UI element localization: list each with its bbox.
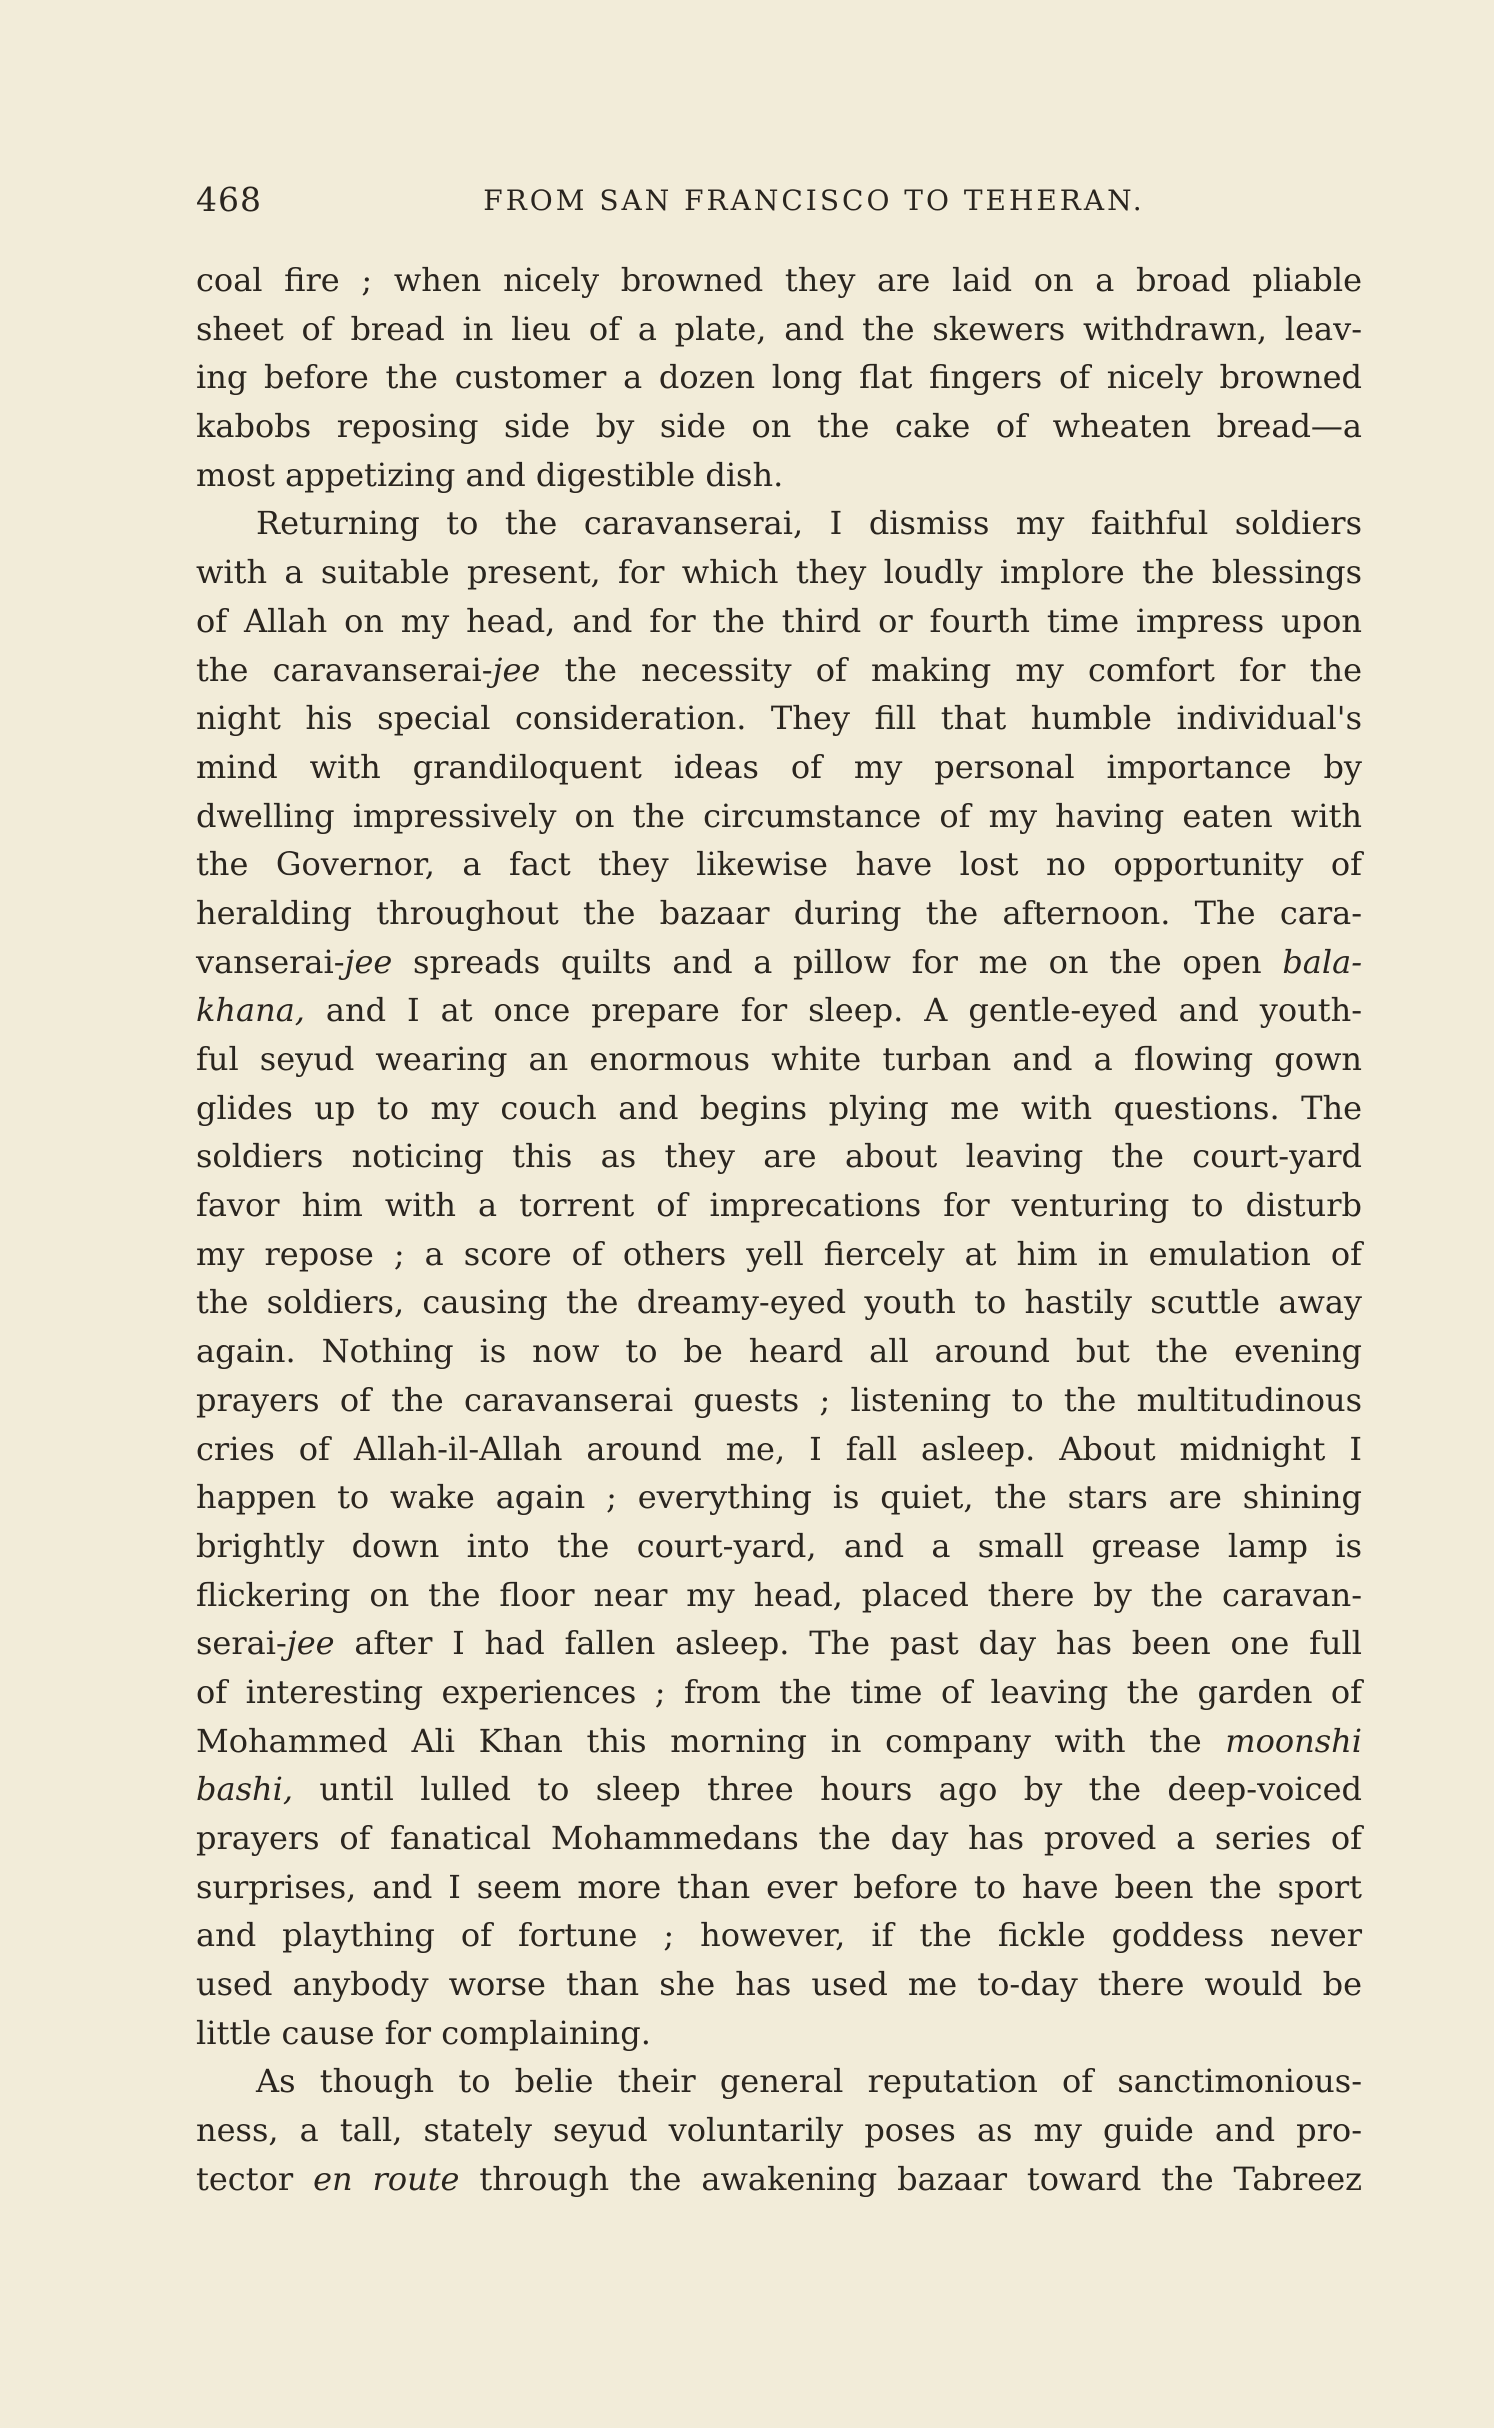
text-segment: the caravanserai- — [196, 650, 493, 689]
text-segment: dwelling impressively on the circumstance of my having eaten with — [196, 796, 1362, 835]
text-segment: the necessity of making my comfort for the — [540, 650, 1363, 689]
text-segment: coal fire ; when nicely browned they are laid on a broad pliable — [196, 261, 1362, 299]
text-segment: of interesting experiences ; from the time of leaving the garden of — [196, 1672, 1362, 1711]
text-line — [196, 2009, 1362, 2058]
text-segment: serai- — [196, 1624, 287, 1663]
text-segment: little cause for complaining. — [196, 2013, 651, 2052]
text-line — [196, 1278, 1362, 1327]
text-line — [196, 1765, 1362, 1814]
text-segment: sheet of bread in lieu of a plate, and the skewers withdrawn, leav- — [196, 309, 1362, 348]
text-line — [196, 1084, 1362, 1133]
italic-text: khana, — [196, 991, 305, 1030]
text-line — [196, 256, 1362, 305]
text-line — [196, 694, 1362, 743]
text-segment: ing before the customer a dozen long flat fingers of nicely browned — [196, 358, 1362, 397]
text-segment: and plaything of fortune ; however, if the fickle goddess never — [196, 1916, 1362, 1955]
text-line — [196, 743, 1362, 792]
page-number: 468 — [196, 180, 262, 219]
text-segment: Mohammed Ali Khan this morning in company with the — [196, 1721, 1226, 1760]
text-line — [196, 1863, 1362, 1912]
italic-text: en route — [313, 2159, 460, 2198]
text-line — [196, 1376, 1362, 1425]
running-title: FROM SAN FRANCISCO TO TEHERAN. — [483, 184, 1145, 217]
text-line — [196, 548, 1362, 597]
italic-text: moonshi — [1225, 1721, 1362, 1760]
text-segment: vanserai- — [196, 942, 345, 981]
text-segment: until lulled to sleep three hours ago by the deep-voiced — [293, 1770, 1362, 1809]
text-segment: soldiers noticing this as they are about leaving the court-yard — [196, 1137, 1362, 1176]
text-segment: spreads quilts and a pillow for me on the open — [392, 942, 1283, 981]
text-segment: the Governor, a fact they likewise have lost no opportunity of — [196, 845, 1362, 884]
text-line — [196, 986, 1362, 1035]
text-line — [196, 1230, 1362, 1279]
text-line — [196, 1522, 1362, 1571]
text-line — [196, 2106, 1362, 2155]
text-segment: flickering on the floor near my head, placed there by the caravan- — [196, 1575, 1362, 1614]
text-segment: As though to belie their general reputation of sanctimonious- — [256, 2062, 1362, 2101]
text-segment: surprises, and I seem more than ever before to have been the sport — [196, 1867, 1362, 1906]
italic-text: jee — [286, 1624, 335, 1663]
text-segment: again. Nothing is now to be heard all around but the evening — [196, 1332, 1362, 1371]
text-line — [196, 451, 1362, 500]
text-segment: favor him with a torrent of imprecations for venturing to disturb — [196, 1186, 1362, 1225]
text-line — [196, 1619, 1362, 1668]
text-line — [196, 889, 1362, 938]
text-line — [196, 1425, 1362, 1474]
text-line — [196, 2057, 1362, 2106]
text-line — [196, 1960, 1362, 2009]
text-line — [196, 499, 1362, 548]
text-line — [196, 1571, 1362, 1620]
body-text — [196, 256, 1362, 2204]
text-line — [196, 840, 1362, 889]
text-segment: used anybody worse than she has used me to-day there would be — [196, 1965, 1362, 2004]
text-line — [196, 305, 1362, 354]
text-segment: my repose ; a score of others yell fiercely at him in emulation of — [196, 1234, 1362, 1273]
text-segment: prayers of fanatical Mohammedans the day has proved a series of — [196, 1819, 1362, 1857]
text-line — [196, 2155, 1362, 2204]
text-segment: of Allah on my head, and for the third or fourth time impress upon — [196, 601, 1362, 640]
text-segment: with a suitable present, for which they loudly implore the blessings — [196, 553, 1362, 592]
text-segment: happen to wake again ; everything is quiet, the stars are shining — [196, 1478, 1362, 1517]
paragraph — [196, 2057, 1362, 2203]
text-segment: the soldiers, causing the dreamy-eyed youth to hastily scuttle away — [196, 1283, 1362, 1322]
text-segment: Returning to the caravanserai, I dismiss my faithful soldiers — [256, 504, 1362, 543]
text-segment: glides up to my couch and begins plying me with questions. The — [196, 1088, 1362, 1127]
text-segment: mind with grandiloquent ideas of my personal importance by — [196, 747, 1362, 786]
paragraph — [196, 499, 1362, 2057]
paragraph — [196, 256, 1362, 499]
text-segment: tector — [196, 2159, 314, 2198]
italic-text: bala- — [1282, 942, 1362, 981]
text-line — [196, 1668, 1362, 1717]
text-segment: kabobs reposing side by side on the cake of wheaten bread—a — [196, 407, 1362, 446]
text-line — [196, 1132, 1362, 1181]
text-segment: cries of Allah-il-Allah around me, I fall asleep. About midnight I — [196, 1429, 1362, 1468]
text-segment: brightly down into the court-yard, and a small grease lamp is — [196, 1526, 1362, 1565]
text-line — [196, 1181, 1362, 1230]
text-segment: ness, a tall, stately seyud voluntarily poses as my guide and pro- — [196, 2111, 1362, 2150]
page-header — [196, 180, 1362, 220]
text-segment: and I at once prepare for sleep. A gentle-eyed and youth- — [304, 991, 1362, 1030]
text-line — [196, 1035, 1362, 1084]
text-line — [196, 353, 1362, 402]
text-line — [196, 1911, 1362, 1960]
text-segment: night his special consideration. They fill that humble individual's — [196, 699, 1362, 738]
text-line — [196, 1717, 1362, 1766]
text-segment: through the awakening bazaar toward the Tabreez — [459, 2159, 1363, 2198]
text-segment: heralding throughout the bazaar during the afternoon. The cara- — [196, 893, 1362, 932]
italic-text: bashi, — [196, 1770, 293, 1809]
text-line — [196, 597, 1362, 646]
text-line — [196, 792, 1362, 841]
text-line — [196, 402, 1362, 451]
text-segment: after I had fallen asleep. The past day has been one full — [334, 1624, 1362, 1663]
italic-text: jee — [344, 942, 393, 981]
italic-text: jee — [492, 650, 541, 689]
text-segment: most appetizing and digestible dish. — [196, 455, 784, 494]
text-segment: prayers of the caravanserai guests ; listening to the multitudinous — [196, 1380, 1362, 1419]
text-line — [196, 1473, 1362, 1522]
text-line — [196, 1327, 1362, 1376]
text-line — [196, 938, 1362, 987]
text-line — [196, 646, 1362, 695]
text-segment: ful seyud wearing an enormous white turban and a flowing gown — [196, 1040, 1362, 1078]
text-line — [196, 1814, 1362, 1863]
